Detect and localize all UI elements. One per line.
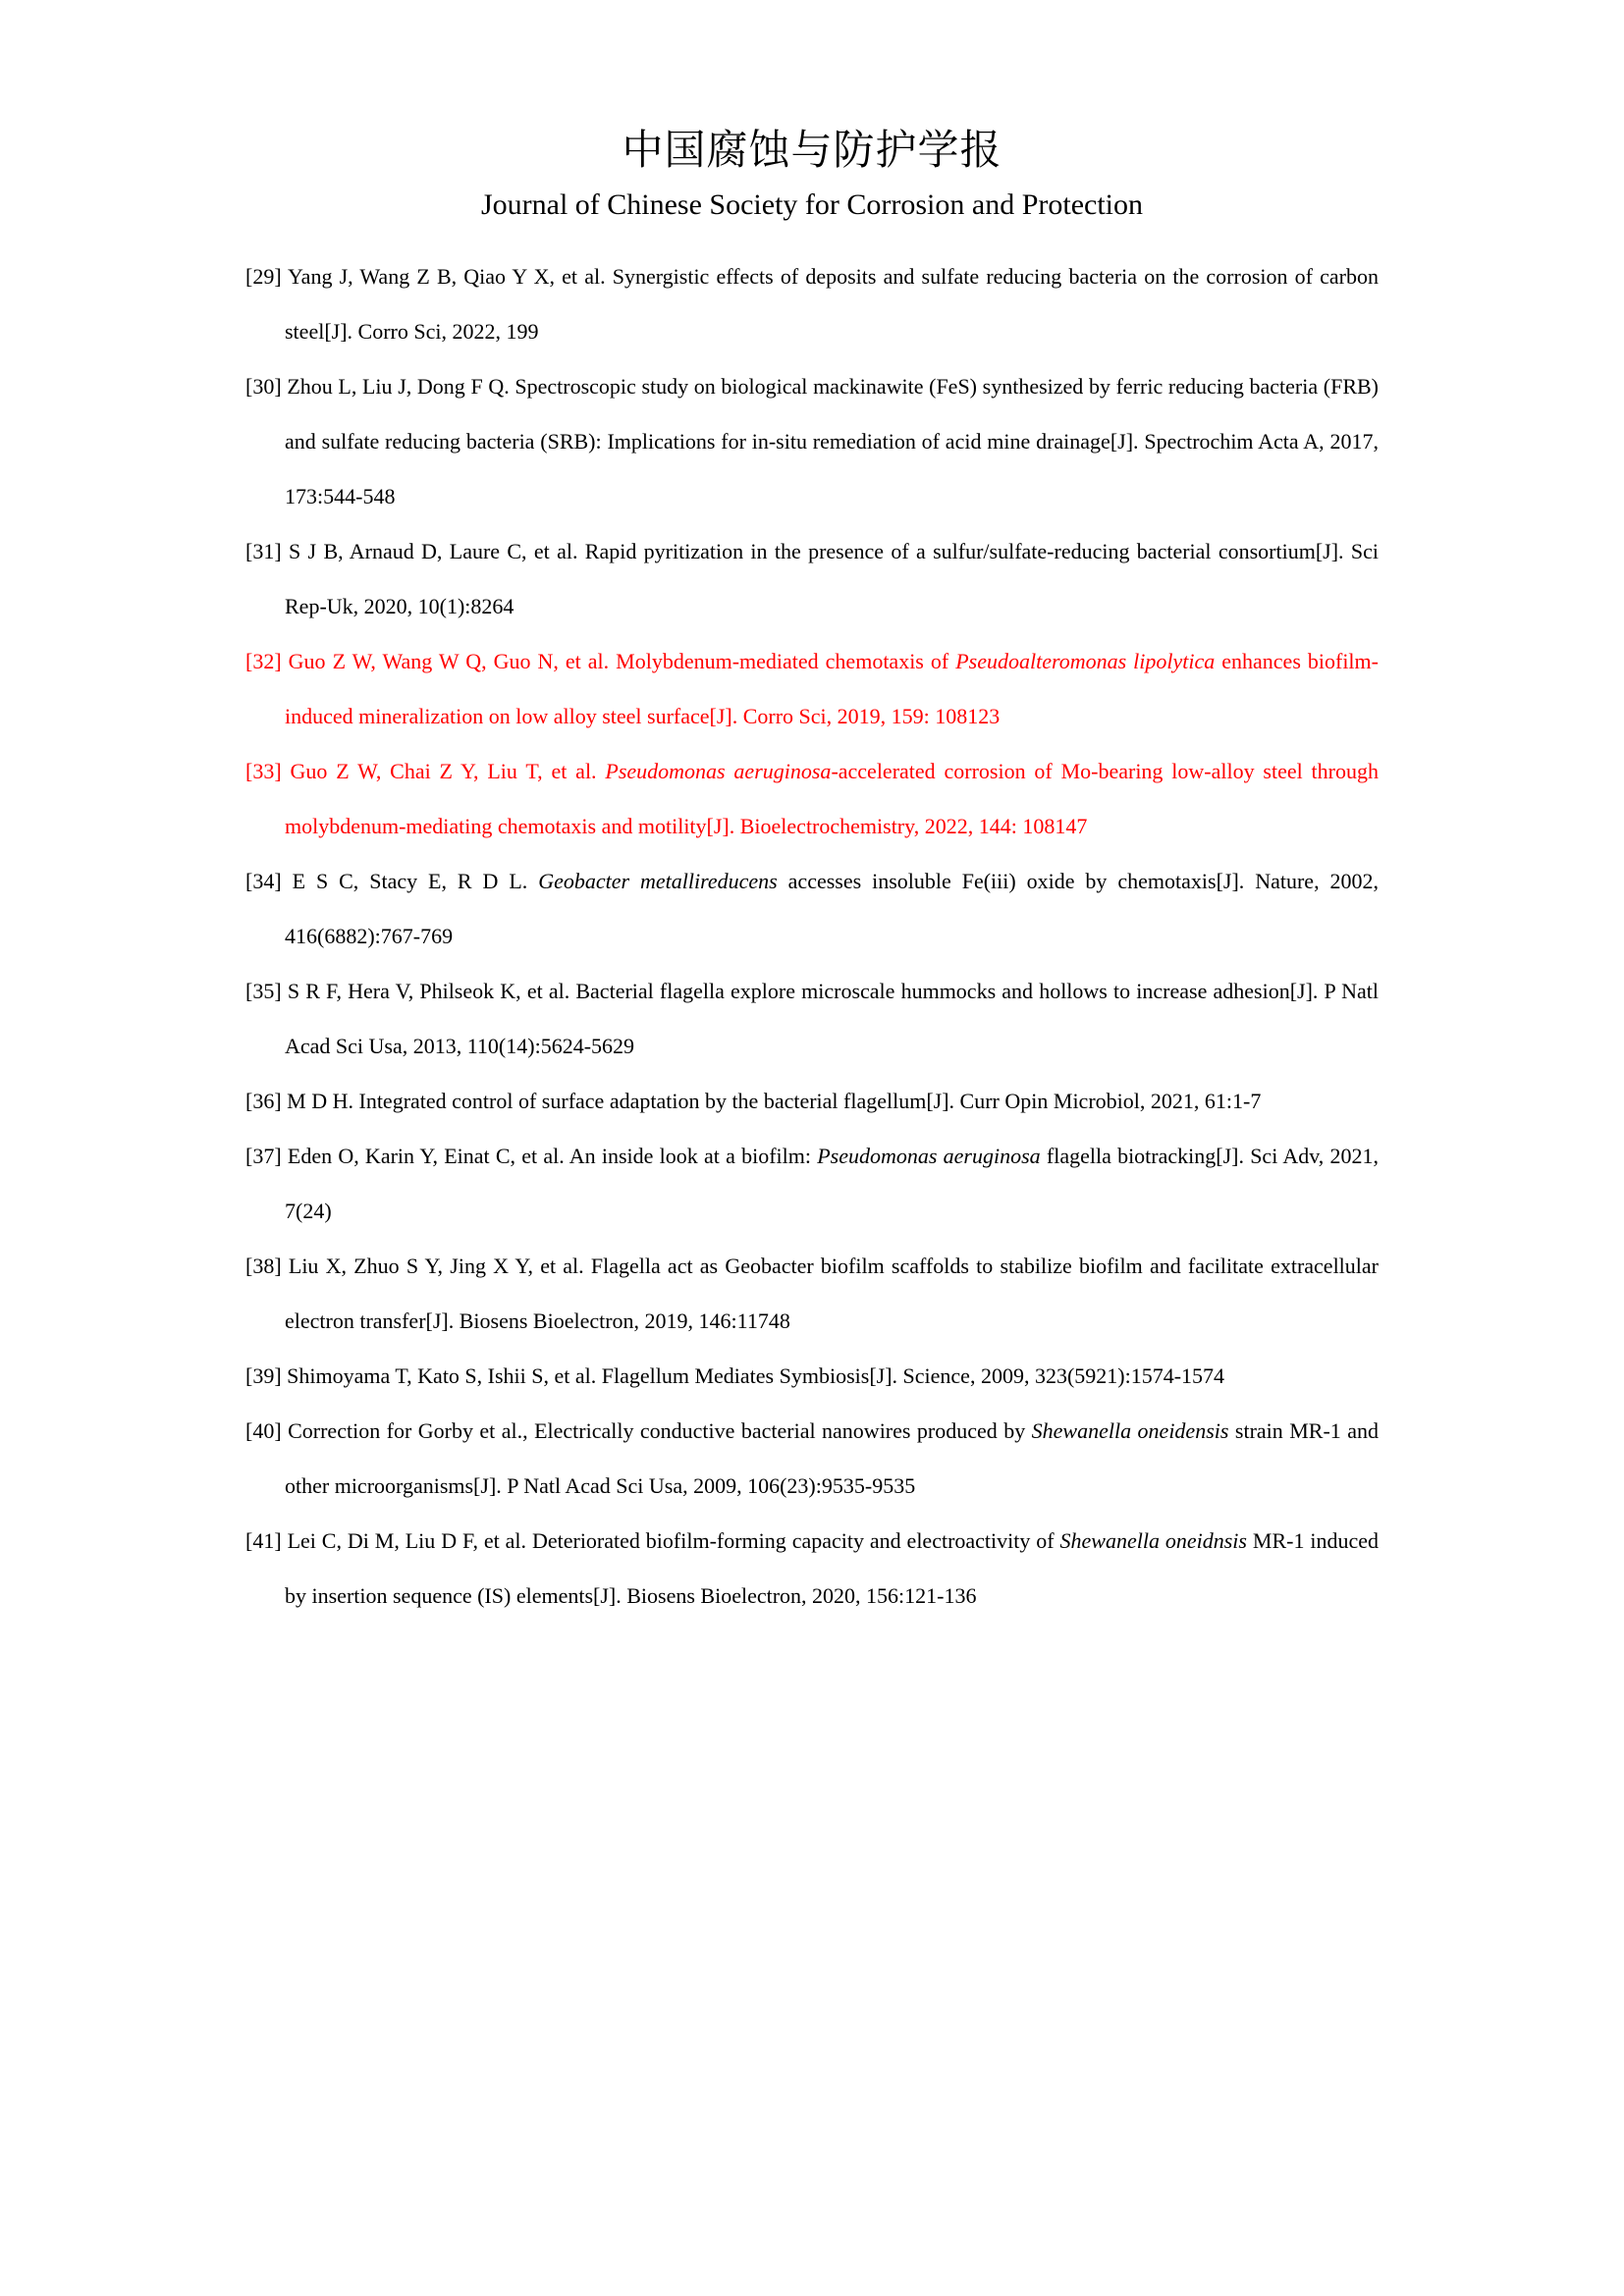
reference-text: Guo Z W, Wang W Q, Guo N, et al. Molybdenum-mediated chemotaxis of	[288, 649, 956, 673]
reference-number: [37]	[245, 1144, 288, 1168]
reference-number: [32]	[245, 649, 289, 673]
reference-item	[245, 1514, 1379, 1624]
reference-number: [30]	[245, 374, 288, 399]
reference-number: [33]	[245, 759, 291, 783]
reference-item	[245, 1129, 1379, 1239]
reference-item	[245, 249, 1379, 359]
reference-item	[245, 634, 1379, 744]
reference-number: [39]	[245, 1363, 288, 1388]
reference-text: Zhou L, Liu J, Dong F Q. Spectroscopic study on biological mackinawite (FeS) synthesized by ferric reducing bacteria (FRB) and sulfate reducing bacteria (SRB): Implications for in-situ remediation of acid mine drainage[J]. Spectrochim Acta A, 2017, 173:544-548	[285, 374, 1379, 508]
reference-item	[245, 1404, 1379, 1514]
reference-text: M D H. Integrated control of surface adaptation by the bacterial flagellum[J]. Curr Opin Microbiol, 2021, 61:1-7	[287, 1089, 1262, 1113]
reference-text: S R F, Hera V, Philseok K, et al. Bacterial flagella explore microscale hummocks and hollows to increase adhesion[J]. P Natl Acad Sci Usa, 2013, 110(14):5624-5629	[285, 979, 1380, 1058]
species-name-italic: Geobacter metallireducens	[538, 869, 778, 893]
reference-text: Yang J, Wang Z B, Qiao Y X, et al. Synergistic effects of deposits and sulfate reducing bacteria on the corrosion of carbon steel[J]. Corro Sci, 2022, 199	[285, 264, 1379, 344]
reference-text: Liu X, Zhuo S Y, Jing X Y, et al. Flagella act as Geobacter biofilm scaffolds to stabilize biofilm and facilitate extracellular electron transfer[J]. Biosens Bioelectron, 2019, 146:11748	[285, 1254, 1380, 1333]
reference-text: Lei C, Di M, Liu D F, et al. Deteriorated biofilm-forming capacity and electroactivity of	[287, 1528, 1060, 1553]
reference-text: Eden O, Karin Y, Einat C, et al. An inside look at a biofilm:	[287, 1144, 818, 1168]
reference-number: [31]	[245, 539, 289, 563]
reference-text: Shimoyama T, Kato S, Ishii S, et al. Flagellum Mediates Symbiosis[J]. Science, 2009, 323(5921):1574-1574	[287, 1363, 1225, 1388]
reference-text: flagella biotracking[J]. Sci Adv, 2021, 7(24)	[285, 1144, 1380, 1223]
reference-text: enhances biofilm-induced mineralization on low alloy steel surface[J]. Corro Sci, 2019, 159: 108123	[285, 649, 1379, 728]
reference-number: [41]	[245, 1528, 288, 1553]
reference-item	[245, 1239, 1379, 1349]
journal-title-chinese: 中国腐蚀与防护学报	[622, 129, 1002, 174]
reference-number: [40]	[245, 1418, 289, 1443]
reference-item	[245, 359, 1379, 524]
reference-text: Correction for Gorby et al., Electrically conductive bacterial nanowires produced by	[288, 1418, 1032, 1443]
reference-item	[245, 1349, 1379, 1404]
species-name-italic: Pseudomonas aeruginosa	[605, 759, 832, 783]
species-name-italic: Pseudoalteromonas lipolytica	[955, 649, 1216, 673]
reference-item	[245, 1074, 1379, 1129]
reference-text: accesses insoluble Fe(iii) oxide by chemotaxis[J]. Nature, 2002, 416(6882):767-769	[285, 869, 1379, 948]
reference-item	[245, 524, 1379, 634]
reference-number: [38]	[245, 1254, 289, 1278]
reference-item	[245, 854, 1379, 964]
reference-item	[245, 964, 1379, 1074]
document-header	[0, 0, 1624, 224]
reference-text: E S C, Stacy E, R D L.	[292, 869, 539, 893]
reference-text: MR-1 induced by insertion sequence (IS) elements[J]. Biosens Bioelectron, 2020, 156:121-136	[285, 1528, 1380, 1608]
reference-list	[245, 249, 1379, 1624]
reference-text: -accelerated corrosion of Mo-bearing low-alloy steel through molybdenum-mediating chemotaxis and motility[J]. Bioelectrochemistry, 2022, 144: 108147	[285, 759, 1379, 838]
reference-number: [36]	[245, 1089, 288, 1113]
species-name-italic: Shewanella oneidensis	[1031, 1418, 1229, 1443]
reference-number: [34]	[245, 869, 293, 893]
species-name-italic: Shewanella oneidnsis	[1059, 1528, 1247, 1553]
reference-number: [29]	[245, 264, 288, 289]
journal-title-english: Journal of Chinese Society for Corrosion and Protection	[480, 188, 1144, 221]
reference-text: Guo Z W, Chai Z Y, Liu T, et al.	[290, 759, 606, 783]
reference-number: [35]	[245, 979, 288, 1003]
reference-item	[245, 744, 1379, 854]
reference-text: S J B, Arnaud D, Laure C, et al. Rapid pyritization in the presence of a sulfur/sulfate-reducing bacterial consortium[J]. Sci Rep-Uk, 2020, 10(1):8264	[285, 539, 1379, 618]
reference-text: strain MR-1 and other microorganisms[J]. P Natl Acad Sci Usa, 2009, 106(23):9535-9535	[285, 1418, 1379, 1498]
species-name-italic: Pseudomonas aeruginosa	[817, 1144, 1041, 1168]
